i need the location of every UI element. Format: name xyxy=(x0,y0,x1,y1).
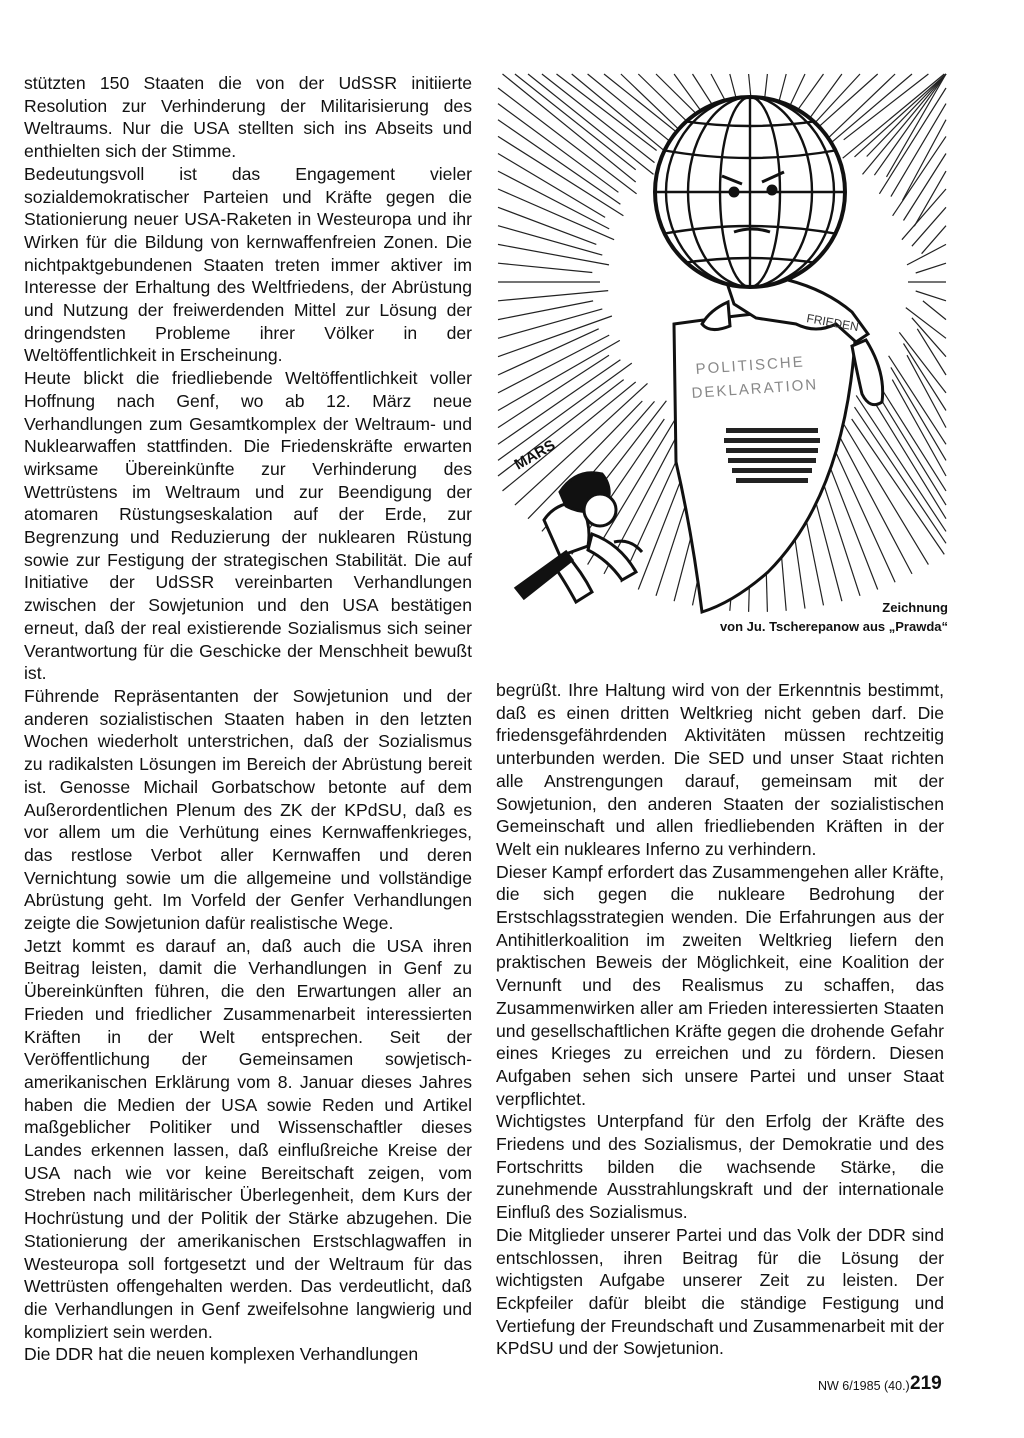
paragraph: begrüßt. Ihre Haltung wird von der Erkenntnis bestimmt, daß es einen dritten Weltkrieg nicht geben darf. Die friedensgefährdenden Aktivitäten müssen rechtzeitig unterbunden werden. Die SED und unser Staat richten alle Anstrengungen darauf, gemeinsam mit der Sowjetunion, den anderen Staaten der sozialistischen Gemeinschaft und allen friedliebenden Kräften in der Welt ein nukleares Inferno zu verhindern. xyxy=(496,680,944,859)
paragraph: Bedeutungsvoll ist das Engagement vieler sozialdemokratischer Parteien und Kräfte gegen die Stationierung neuer USA-Raketen in Westeuropa und ihr Wirken für die Bildung von kernwaffenfreien Zonen. Die nichtpaktgebundenen Staaten treten immer aktiver im Interesse der Erhaltung des Weltfriedens, der Abrüstung und Nutzung der freiwerdenden Mittel zur Lösung der dringendsten Probleme ihrer Völker in der Weltöffentlichkeit in Erscheinung. xyxy=(24,163,472,366)
ray-line xyxy=(889,356,946,445)
ray-line xyxy=(916,263,946,273)
caption-line: Zeichnung xyxy=(882,600,948,615)
figure-fist xyxy=(852,340,883,405)
paragraph: Jetzt kommt es darauf an, daß auch die USA ihren Beitrag leisten, damit die Verhandlungen in Genf zu Übereinkünften führen, die den Erwartungen aller an Frieden und friedlicher Zusammenarbeit interessierten Kräften in der Welt entsprechen. Seit der Veröffentlichung der Gemeinsamen sowjetisch-amerikanischen Erklärung vom 8. Januar dieses Jahres haben die Medien der USA sowie Reden und Artikel maßgeblicher Politiker und Wissenschaftler dieses Landes erkennen lassen, daß einflußreiche Kreise der USA nach wie vor keine Bereitschaft zeigen, vom Streben nach militärischer Überlegenheit, dem Kurs der Hochrüstung und der Politik der Stärke abzugehen. Die Stationierung der amerikanischen Erstschlagwaffen in Westeuropa soll fortgesetzt und der Weltraum für das Wettrüsten offengehalten werden. Das verdeutlicht, daß die Verhandlungen in Genf zweifelsohne langwierig und kompliziert sein werden. xyxy=(24,935,472,1342)
ray-line xyxy=(503,382,636,491)
shield-label: DEKLARATION xyxy=(691,376,819,402)
ray-line xyxy=(856,395,946,531)
paragraph: Führende Repräsentanten der Sowjetunion und der anderen sozialistischen Staaten haben in den letzten Wochen wiederholt unterstrichen, daß der Sozialismus zu radikalsten Lösungen im Bereich der Abrüstung bereit ist. Genosse Michail Gorbatschow betonte auf dem Außerordentlichen Plenum des ZK der KPdSU, daß es vor allem um die Verhütung eines Kernwaffenkrieges, das restlose Verbot aller Kernwaffen und deren Vernichtung sowie um die allgemeine und vollständige Abrüstung geht. Im Vorfeld der Genfer Verhandlungen zeigte die Sowjetunion dafür realistische Wege. xyxy=(24,685,472,934)
ray-line xyxy=(874,74,946,175)
ray-line xyxy=(498,291,608,301)
ray-line xyxy=(498,263,592,272)
ray-line xyxy=(498,120,620,205)
ray-line xyxy=(498,363,632,460)
issue-reference: NW 6/1985 (40.) xyxy=(818,1379,910,1393)
ray-line xyxy=(912,207,946,246)
ray-line xyxy=(498,301,593,320)
paragraph: Dieser Kampf erfordert das Zusammengehen aller Kräfte, die sich gegen die nukleare Bedrohung der Erstschlagsstrategien wenden. Die Erfahrungen aus der Antihitlerkoalition im zweiten Weltkrieg liefern den praktischen Beweis der Möglichkeit, eine Koalition der Vernunft und des Realismus zu schaffen, das Zusammenwirken aller am Frieden interessierten Staaten und gesellschaftlichen Kräfte gegen die drohende Gefahr eines Krieges zu erreichen und zu fördern. Diesen Aufgaben sehen sich unsere Partei und unser Staat verpflichtet. xyxy=(496,861,944,1109)
shield-label: POLITISCHE xyxy=(695,353,806,378)
ray-line xyxy=(498,360,620,445)
ray-line xyxy=(498,171,609,229)
sleeve-label: FRIEDEN xyxy=(805,311,860,335)
ray-line xyxy=(498,335,609,393)
ray-line xyxy=(916,291,946,301)
ray-line xyxy=(844,74,929,140)
ray-line xyxy=(498,244,609,265)
ray-line xyxy=(912,318,946,357)
ray-line xyxy=(887,74,947,177)
ray-line xyxy=(498,340,620,410)
ray-line xyxy=(832,74,912,142)
ray-line xyxy=(923,301,946,320)
cartoon-illustration xyxy=(496,72,948,620)
cartoon-caption xyxy=(600,598,948,636)
ray-line xyxy=(922,226,946,254)
ray-line xyxy=(843,74,945,158)
figure-arm xyxy=(702,302,730,330)
ray-line xyxy=(891,104,946,197)
right-text-column xyxy=(496,679,944,1360)
page-number: 219 xyxy=(910,1373,942,1394)
paragraph: stützten 150 Staaten die von der UdSSR initiierte Resolution zur Verhinderung der Militarisierung des Weltraums. Nur die USA stellten sich ins Abseits und enthielten sich der Stimme. xyxy=(24,73,472,162)
ray-line xyxy=(867,74,946,157)
mars-label: MARS xyxy=(511,436,559,474)
paragraph: Wichtigstes Unterpfand für den Erfolg der Kräfte des Friedens und des Sozialismus, der Demokratie und des Fortschritts bilden die wachsende Stärke, die zunehmende Ausstrahlungskraft und der internationale Einfluß des Sozialismus. xyxy=(496,1111,944,1223)
ray-line xyxy=(820,74,895,146)
ray-line xyxy=(874,401,946,519)
ray-line xyxy=(498,88,637,194)
ray-line xyxy=(503,74,636,182)
paragraph: Heute blickt die friedliebende Weltöffentlichkeit voller Hoffnung nach Genf, wo ab 12. März neue Verhandlungen zum Gesamtkomplex der Weltraum- und Nuklearwaffen stattfinden. Die Friedenskräfte erwarten wirksame Übereinkünfte zur Verhinderung des Wettrüstens im Weltraum und zur Beendigung der atomaren Rüstungseskalation auf der Erde, zur Begrenzung und Reduzierung der nuklearen Rüstung sowie zur Festigung der strategischen Stabilität. Die auf Initiative der UdSSR vereinbarten Verhandlungen zwischen der Sowjetunion und den USA bestätigen erneut, daß der real existierende Sozialismus sich seiner Verantwortung für die Geschicke der Menschheit bewußt ist. xyxy=(24,368,472,684)
caption-line: von Ju. Tscherepanow aus „Prawda“ xyxy=(719,619,948,634)
ray-line xyxy=(827,433,895,582)
paragraph: Die DDR hat die neuen komplexen Verhandlungen xyxy=(24,1344,419,1365)
ray-line xyxy=(572,74,674,158)
paragraph: Die Mitglieder unserer Partei und das Volk der DDR sind entschlossen, ihren Beitrag für die Lösung der wichtigsten Aufgabe unserer Zeit zu leisten. Der Eckpfeiler dafür bleibt die ständige Festigung und Vertiefung der Freundschaft und Zusammenarbeit mit der KPdSU und der Sowjetunion. xyxy=(496,1224,944,1359)
ray-line xyxy=(874,389,946,505)
ray-line xyxy=(542,74,655,163)
ray-line xyxy=(498,154,605,218)
ray-line xyxy=(557,74,657,151)
left-text-column xyxy=(24,72,472,1366)
